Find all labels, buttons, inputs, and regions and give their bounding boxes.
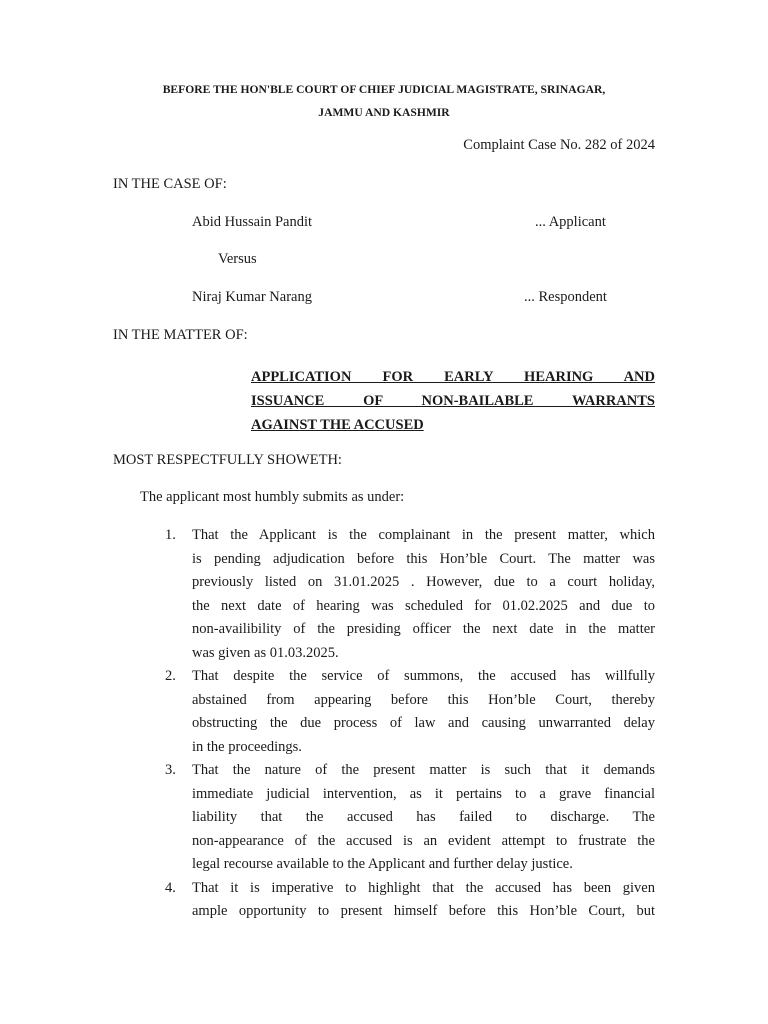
paragraph-number: 3. <box>165 762 176 778</box>
paragraph-line: immediate judicial intervention, as it pertains to a grave financial <box>192 785 655 802</box>
respondent-name: Niraj Kumar Narang <box>192 289 312 305</box>
paragraph-1 <box>165 524 655 665</box>
subject-line-1: APPLICATION FOR EARLY HEARING AND <box>251 369 655 385</box>
paragraph-2 <box>165 665 655 759</box>
paragraph-line: in the proceedings. <box>192 738 302 755</box>
respondent-role: ... Respondent <box>524 289 607 305</box>
in-case-of-label: IN THE CASE OF: <box>113 176 227 192</box>
paragraph-line: That the Applicant is the complainant in the present matter, which <box>192 527 655 543</box>
paragraph-4 <box>165 877 655 924</box>
paragraph-number: 1. <box>165 527 176 543</box>
paragraph-line: the next date of hearing was scheduled for 01.02.2025 and due to <box>192 597 655 614</box>
paragraph-line: is pending adjudication before this Hon’ble Court. The matter was <box>192 550 655 567</box>
paragraph-number: 4. <box>165 879 176 896</box>
paragraph-line: liability that the accused has failed to discharge. The <box>192 809 655 825</box>
paragraph-line: non-appearance of the accused is an evident attempt to frustrate the <box>192 832 655 849</box>
paragraph-line: ample opportunity to present himself before this Hon’ble Court, but <box>192 903 655 919</box>
paragraph-line: non-availibility of the presiding officer the next date in the matter <box>192 621 655 637</box>
intro-sentence: The applicant most humbly submits as under: <box>140 489 405 505</box>
paragraph-number: 2. <box>165 668 176 684</box>
numbered-paragraphs <box>165 524 655 924</box>
applicant-role: ... Applicant <box>535 214 606 230</box>
paragraph-line: legal recourse available to the Applicant and further delay justice. <box>192 856 573 872</box>
showeth-heading: MOST RESPECTFULLY SHOWETH: <box>113 452 342 468</box>
in-matter-of-label: IN THE MATTER OF: <box>113 327 248 343</box>
court-heading-line-2: JAMMU AND KASHMIR <box>318 106 450 119</box>
paragraph-3 <box>165 759 655 877</box>
paragraph-line: was given as 01.03.2025. <box>192 644 339 661</box>
paragraph-line: previously listed on 31.01.2025 . However, due to a court holiday, <box>192 574 655 590</box>
paragraph-line: obstructing the due process of law and causing unwarranted delay <box>192 715 655 731</box>
paragraph-line: That the nature of the present matter is such that it demands <box>192 762 655 778</box>
subject-line-3: AGAINST THE ACCUSED <box>251 417 424 433</box>
court-heading <box>95 78 673 124</box>
subject-line-2: ISSUANCE OF NON-BAILABLE WARRANTS <box>251 393 655 409</box>
case-number: Complaint Case No. 282 of 2024 <box>463 137 655 153</box>
versus-label: Versus <box>218 251 257 267</box>
application-subject <box>251 365 655 437</box>
paragraph-line: That despite the service of summons, the accused has willfully <box>192 668 655 684</box>
paragraph-line: That it is imperative to highlight that the accused has been given <box>192 879 655 896</box>
court-heading-line-1: BEFORE THE HON'BLE COURT OF CHIEF JUDICIAL MAGISTRATE, SRINAGAR, <box>162 83 606 96</box>
paragraph-line: abstained from appearing before this Hon’ble Court, thereby <box>192 691 655 708</box>
applicant-name: Abid Hussain Pandit <box>192 214 313 230</box>
